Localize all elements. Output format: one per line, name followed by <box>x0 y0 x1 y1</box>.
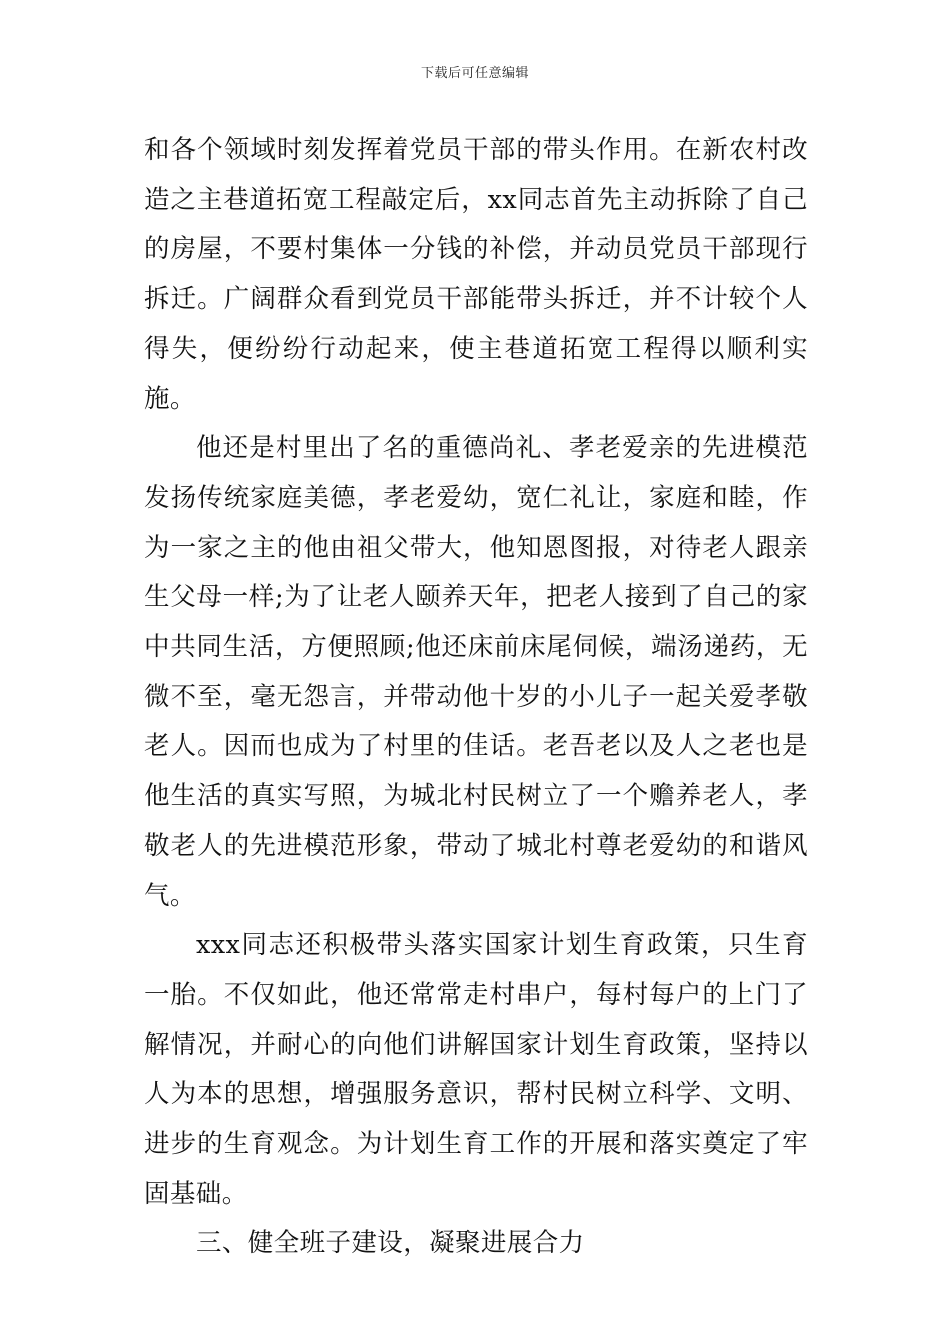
section-heading: 三、健全班子建设，凝聚进展合力 <box>196 1228 585 1259</box>
page-header: 下载后可任意编辑 <box>420 66 529 81</box>
paragraph-1: 和各个领域时刻发挥着党员干部的带头作用。在新农村改造之主巷道拓宽工程敲定后，xx同志首先主动拆除了自己的房屋，不要村集体一分钱的补偿，并动员党员干部现行拆迁。广阔群众看到党员干部能带头拆迁，并不计较个人得失，便纷纷行动起来，使主巷道拓宽工程得以顺利实施。 <box>144 135 808 414</box>
paragraph-2: 他还是村里出了名的重德尚礼、孝老爱亲的先进模范发扬传统家庭美德，孝老爱幼，宽仁礼让，家庭和睦，作为一家之主的他由祖父带大，他知恩图报，对待老人跟亲生父母一样;为了让老人颐养天年，把老人接到了自己的家中共同生活，方便照顾;他还床前床尾伺候，端汤递药，无微不至，毫无怨言，并带动他十岁的小儿子一起关爱孝敬老人。因而也成为了村里的佳话。老吾老以及人之老也是他生活的真实写照，为城北村民树立了一个赡养老人，孝敬老人的先进模范形象，带动了城北村尊老爱幼的和谐风气。 <box>144 433 808 911</box>
paragraph-3: xxx同志还积极带头落实国家计划生育政策，只生育一胎。不仅如此，他还常常走村串户，每村每户的上门了解情况，并耐心的向他们讲解国家计划生育政策，坚持以人为本的思想，增强服务意识，帮村民树立科学、文明、进步的生育观念。为计划生育工作的开展和落实奠定了牢固基础。 <box>144 930 808 1209</box>
document-body <box>144 126 808 1269</box>
